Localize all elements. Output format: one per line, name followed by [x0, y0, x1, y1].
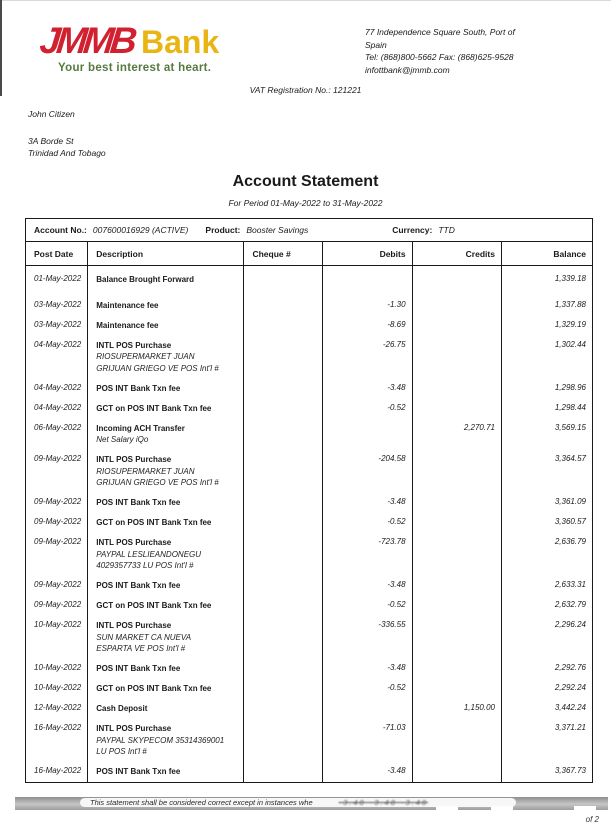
description-cell — [88, 493, 244, 513]
credit-cell — [413, 533, 502, 576]
statement-table — [25, 218, 593, 783]
cheque-cell — [244, 576, 323, 596]
table-row — [26, 616, 592, 659]
description-main: GCT on POS INT Bank Txn fee — [96, 601, 212, 610]
col-header-description: Description — [88, 242, 244, 265]
product-label: Product: — [205, 225, 241, 235]
debit-cell: -336.55 — [323, 616, 412, 659]
balance-cell: 2,633.31 — [554, 580, 586, 589]
page-title: Account Statement — [232, 173, 379, 190]
description-cell — [88, 296, 244, 316]
post-date-cell: 10-May-2022 — [26, 659, 88, 679]
statement-header — [0, 0, 611, 76]
cheque-cell — [244, 513, 323, 533]
balance-cell: 1,298.44 — [554, 402, 586, 412]
scan-artifact-notch — [436, 806, 458, 810]
description-main: Incoming ACH Transfer — [96, 423, 185, 433]
cheque-cell — [244, 399, 323, 419]
jmmb-logo-text: JMMB — [37, 20, 136, 61]
balance-cell: 3,371.21 — [554, 723, 586, 732]
description-main: GCT on POS INT Bank Txn fee — [96, 403, 212, 413]
description-main: POS INT Bank Txn fee — [96, 767, 181, 776]
table-row — [26, 596, 592, 616]
product-value: Booster Savings — [246, 225, 309, 235]
balance-cell: 3,442.24 — [554, 703, 586, 712]
customer-name: John Citizen — [28, 109, 75, 119]
post-date-cell: 16-May-2022 — [26, 719, 88, 762]
disclaimer-text: This statement shall be considered correct except in instances whe — [90, 798, 313, 807]
debit-cell: -3.48 — [323, 576, 412, 596]
description-cell — [88, 379, 244, 399]
table-row — [26, 399, 592, 419]
post-date-cell: 09-May-2022 — [26, 576, 88, 596]
bank-phone-fax: Tel: (868)800-5662 Fax: (868)625-9528 — [365, 52, 514, 62]
scan-artifact-notch — [491, 806, 513, 810]
debit-cell — [323, 266, 412, 296]
post-date-cell: 06-May-2022 — [26, 419, 88, 451]
credit-cell — [413, 399, 502, 419]
table-row — [26, 419, 592, 451]
bank-contact-block — [365, 16, 555, 76]
scan-artifact-top-line — [0, 0, 611, 1]
credit-cell — [413, 616, 502, 659]
table-row — [26, 493, 592, 513]
balance-cell: 1,298.96 — [554, 382, 586, 392]
credit-cell — [413, 450, 502, 493]
description-cell — [88, 399, 244, 419]
description-cell — [88, 659, 244, 679]
description-main: POS INT Bank Txn fee — [96, 581, 181, 590]
credit-cell — [413, 379, 502, 399]
balance-cell: 3,569.15 — [554, 422, 586, 432]
balance-cell: 2,632.79 — [554, 600, 586, 609]
debit-cell: -0.52 — [323, 513, 412, 533]
description-main: Balance Brought Forward — [96, 275, 195, 284]
table-row — [26, 450, 592, 493]
description-detail: PAYPAL SKYPECOM 35314369001 LU POS Int'l # — [96, 735, 225, 756]
credit-cell — [413, 513, 502, 533]
bank-address-line-2: Spain — [365, 39, 387, 50]
bank-address-line-1: 77 Independence Square South, Port of — [365, 27, 515, 37]
credit-cell — [413, 596, 502, 616]
table-row — [26, 336, 592, 379]
balance-cell: 2,636.79 — [554, 537, 586, 546]
debit-cell: -8.69 — [323, 316, 412, 336]
debit-cell: -3.48 — [323, 379, 412, 399]
page-number: of 2 — [585, 815, 599, 824]
debit-cell: -0.52 — [323, 679, 412, 699]
cheque-cell — [244, 296, 323, 316]
table-body — [26, 266, 592, 782]
balance-cell: 1,302.44 — [554, 339, 586, 349]
description-cell — [88, 762, 244, 782]
description-cell — [88, 513, 244, 533]
cheque-cell — [244, 533, 323, 576]
description-cell — [88, 533, 244, 576]
customer-street: 3A Borde St — [28, 136, 74, 146]
col-header-credits: Credits — [413, 242, 502, 265]
debit-cell: -71.03 — [323, 719, 412, 762]
description-main: INTL POS Purchase — [96, 340, 172, 350]
debit-cell: -0.52 — [323, 596, 412, 616]
debit-cell: -3.48 — [323, 762, 412, 782]
bank-logo — [37, 16, 220, 76]
credit-cell — [413, 493, 502, 513]
balance-cell: 1,339.18 — [554, 274, 586, 283]
bank-logo-text: Bank — [140, 24, 220, 60]
debit-cell: -723.78 — [323, 533, 412, 576]
cheque-cell — [244, 679, 323, 699]
table-row — [26, 266, 592, 296]
cheque-cell — [244, 762, 323, 782]
description-detail: Net Salary iQo — [96, 435, 149, 444]
col-header-debits: Debits — [323, 242, 412, 265]
cheque-cell — [244, 419, 323, 451]
cheque-cell — [244, 316, 323, 336]
bank-tagline: Your best interest at heart. — [58, 62, 212, 74]
table-row — [26, 679, 592, 699]
description-cell — [88, 679, 244, 699]
credit-cell: 1,150.00 — [413, 699, 502, 719]
debit-cell — [323, 699, 412, 719]
account-number — [26, 225, 205, 235]
table-row — [26, 576, 592, 596]
scan-artifact-notch — [574, 806, 596, 810]
debit-cell: -204.58 — [323, 450, 412, 493]
post-date-cell: 16-May-2022 — [26, 762, 88, 782]
description-main: Maintenance fee — [96, 300, 159, 310]
cheque-cell — [244, 659, 323, 679]
table-row — [26, 379, 592, 399]
post-date-cell: 04-May-2022 — [26, 379, 88, 399]
description-cell — [88, 450, 244, 493]
smudged-text: -3.48 -3.48 -3.48 — [338, 798, 429, 807]
balance-cell: 3,360.57 — [554, 517, 586, 526]
credit-cell — [413, 266, 502, 296]
table-row — [26, 719, 592, 762]
debit-cell — [323, 419, 412, 451]
debit-cell: -0.52 — [323, 399, 412, 419]
description-main: POS INT Bank Txn fee — [96, 498, 181, 507]
cheque-cell — [244, 266, 323, 296]
credit-cell — [413, 762, 502, 782]
credit-cell — [413, 316, 502, 336]
post-date-cell: 03-May-2022 — [26, 316, 88, 336]
vat-registration: VAT Registration No.: 121221 — [249, 85, 362, 95]
description-cell — [88, 419, 244, 451]
customer-country: Trinidad And Tobago — [28, 148, 106, 158]
statement-period: For Period 01-May-2022 to 31-May-2022 — [228, 198, 383, 208]
cheque-cell — [244, 719, 323, 762]
cheque-cell — [244, 616, 323, 659]
credit-cell — [413, 679, 502, 699]
col-header-cheque: Cheque # — [244, 242, 323, 265]
description-main: INTL POS Purchase — [96, 724, 172, 733]
post-date-cell: 04-May-2022 — [26, 399, 88, 419]
description-main: GCT on POS INT Bank Txn fee — [96, 518, 212, 527]
cheque-cell — [244, 336, 323, 379]
post-date-cell: 04-May-2022 — [26, 336, 88, 379]
description-cell — [88, 316, 244, 336]
post-date-cell: 09-May-2022 — [26, 596, 88, 616]
col-header-post-date: Post Date — [26, 242, 88, 265]
cheque-cell — [244, 450, 323, 493]
description-detail: PAYPAL LESLIEANDONEGU 4029357733 LU POS Int'l # — [96, 549, 202, 570]
debit-cell: -3.48 — [323, 493, 412, 513]
bank-email: infottbank@jmmb.com — [365, 64, 450, 75]
currency-value: TTD — [438, 225, 455, 235]
post-date-cell: 09-May-2022 — [26, 450, 88, 493]
table-header-row — [26, 242, 592, 266]
balance-cell: 2,296.24 — [554, 620, 586, 629]
table-row — [26, 533, 592, 576]
description-main: POS INT Bank Txn fee — [96, 383, 181, 393]
description-cell — [88, 266, 244, 296]
description-main: GCT on POS INT Bank Txn fee — [96, 684, 212, 693]
cheque-cell — [244, 379, 323, 399]
post-date-cell: 10-May-2022 — [26, 616, 88, 659]
customer-block — [28, 108, 611, 159]
table-row — [26, 513, 592, 533]
cheque-cell — [244, 699, 323, 719]
table-row — [26, 296, 592, 316]
description-main: INTL POS Purchase — [96, 621, 172, 630]
post-date-cell: 09-May-2022 — [26, 533, 88, 576]
balance-cell: 2,292.76 — [554, 663, 586, 672]
product — [205, 225, 392, 235]
post-date-cell: 01-May-2022 — [26, 266, 88, 296]
description-detail: SUN MARKET CA NUEVA ESPARTA VE POS Int'l # — [96, 632, 192, 653]
table-row — [26, 659, 592, 679]
description-main: POS INT Bank Txn fee — [96, 664, 181, 673]
post-date-cell: 09-May-2022 — [26, 493, 88, 513]
credit-cell — [413, 336, 502, 379]
post-date-cell: 12-May-2022 — [26, 699, 88, 719]
credit-cell — [413, 576, 502, 596]
description-main: Maintenance fee — [96, 320, 159, 330]
account-number-label: Account No.: — [34, 225, 87, 235]
debit-cell: -3.48 — [323, 659, 412, 679]
balance-cell: 3,367.73 — [554, 766, 586, 775]
table-row — [26, 316, 592, 336]
balance-cell: 1,337.88 — [554, 299, 586, 309]
credit-cell — [413, 296, 502, 316]
balance-cell: 1,329.19 — [554, 319, 586, 329]
credit-cell — [413, 659, 502, 679]
debit-cell: -1.30 — [323, 296, 412, 316]
description-cell — [88, 699, 244, 719]
currency — [392, 225, 592, 235]
description-cell — [88, 576, 244, 596]
col-header-balance: Balance — [553, 249, 586, 259]
description-cell — [88, 596, 244, 616]
balance-cell: 3,364.57 — [554, 454, 586, 463]
currency-label: Currency: — [392, 225, 433, 235]
account-number-value: 007600016929 (ACTIVE) — [92, 225, 189, 235]
description-cell — [88, 616, 244, 659]
description-detail: RIOSUPERMARKET JUAN GRIJUAN GRIEGO VE POS Int'l # — [96, 466, 219, 487]
post-date-cell: 09-May-2022 — [26, 513, 88, 533]
description-detail: RIOSUPERMARKET JUAN GRIJUAN GRIEGO VE POS Int'l # — [96, 352, 219, 373]
description-main: INTL POS Purchase — [96, 538, 172, 547]
account-info-bar — [26, 219, 592, 242]
table-row — [26, 699, 592, 719]
cheque-cell — [244, 493, 323, 513]
disclaimer-bar — [15, 797, 608, 810]
description-cell — [88, 336, 244, 379]
description-main: Cash Deposit — [96, 704, 148, 713]
debit-cell: -26.75 — [323, 336, 412, 379]
scan-artifact-left-line — [0, 0, 2, 96]
credit-cell — [413, 719, 502, 762]
balance-cell: 3,361.09 — [554, 497, 586, 506]
cheque-cell — [244, 596, 323, 616]
post-date-cell: 10-May-2022 — [26, 679, 88, 699]
post-date-cell: 03-May-2022 — [26, 296, 88, 316]
credit-cell: 2,270.71 — [413, 419, 502, 451]
description-main: INTL POS Purchase — [96, 455, 172, 464]
balance-cell: 2,292.24 — [554, 683, 586, 692]
description-cell — [88, 719, 244, 762]
table-row — [26, 762, 592, 782]
